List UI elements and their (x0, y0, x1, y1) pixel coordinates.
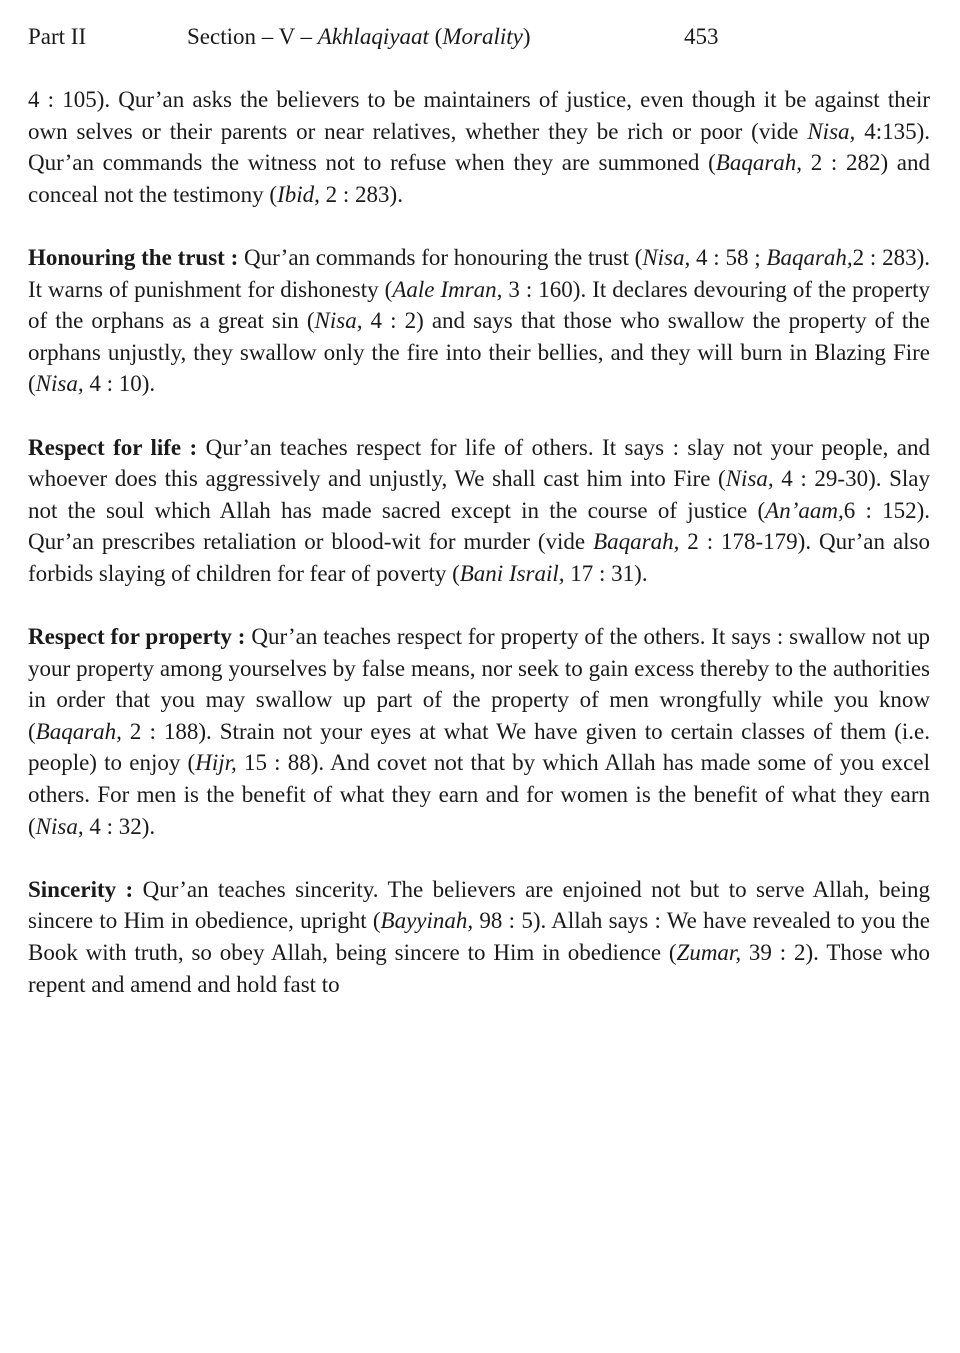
text-run: Qur’an commands for honouring the trust ( (238, 244, 643, 270)
paragraph-heading: Respect for life : (28, 434, 198, 460)
section-sub-open: ( (428, 24, 443, 49)
section-prefix: Section – V – (187, 24, 318, 49)
text-run: Qur’an teaches sincerity. The believers are enjoined not but to serve Allah, being sincere to Him in obedience, upright ( (28, 876, 930, 934)
text-run: 17 : 31). (564, 560, 648, 586)
text-run: 4:135). Qur’an commands the witness not to refuse when they are summoned ( (28, 118, 930, 176)
text-run: Qur’an teaches respect for life of others. It says : slay not your people, and whoever does this aggressively and unjustly, We shall cast him into Fire ( (28, 434, 930, 492)
citation: Baqarah, (593, 529, 680, 555)
citation: Nisa, (807, 118, 856, 144)
citation: Nisa, (725, 466, 774, 492)
paragraph-heading: Honouring the trust : (28, 244, 239, 270)
citation: Nisa, (35, 813, 84, 839)
document-page (28, 20, 930, 1032)
text-run: 98 : 5). Allah says : We have revealed to you the Book with truth, so obey Allah, being sincere to Him in obedience ( (28, 908, 930, 966)
section-name: Akhlaqiyaat (317, 24, 429, 49)
paragraph-sincerity (28, 874, 930, 1000)
section-subtitle: Morality (442, 24, 523, 49)
text-run: 2 : 282) and conceal not the testimony ( (28, 150, 930, 207)
citation: Nisa, (314, 308, 363, 334)
text-run: 2 : 188). Strain not your eyes at what We have given to certain classes of them (i.e. people) to enjoy ( (28, 718, 930, 776)
citation: Zumar, (676, 940, 742, 966)
citation: Hijr, (195, 750, 237, 776)
text-run: 2 : 283). (319, 181, 403, 207)
text-run: 6 : 152). Qur’an prescribes retaliation or blood-wit for murder (vide (28, 497, 930, 555)
text-run: 2 : 178-179). Qur’an also forbids slaying of children for fear of poverty ( (28, 529, 930, 586)
paragraph-heading: Sincerity : (28, 876, 134, 902)
section-title (187, 20, 531, 54)
body-text (28, 84, 930, 1000)
text-run: 39 : 2). Those who repent and amend and hold fast to (28, 940, 931, 997)
text-run: 4 : 105). Qur’an asks the believers to be maintainers of justice, even though it be against their own selves or their parents or near relatives, whether they be rich or poor (vide (28, 87, 930, 144)
text-run: 2 : 283). It warns of punishment for dishonesty ( (28, 244, 930, 302)
text-run: 4 : 29-30). Slay not the soul which Allah has made sacred except in the course of justice ( (28, 466, 930, 523)
paragraph-respect-for-life (28, 432, 930, 590)
citation: Aale Imran, (392, 276, 503, 302)
citation: Baqarah, (35, 718, 122, 744)
text-run: Qur’an teaches respect for property of the others. It says : swallow not up your property among yourselves by false means, nor seek to gain excess thereby to the authorities in order that you may swallow up part of the property of men wrongfully while you know ( (28, 624, 931, 744)
running-header (28, 20, 930, 54)
part-label: Part II (28, 24, 87, 49)
section-sub-close: ) (522, 24, 531, 49)
page-number: 453 (684, 24, 719, 49)
citation: An’aam, (765, 497, 844, 523)
text-run: 4 : 2) and says that those who swallow the property of the orphans unjustly, they swallow only the fire into their bellies, and they will burn in Blazing Fire ( (28, 308, 930, 397)
citation: Ibid, (277, 181, 320, 207)
paragraph-respect-for-property (28, 621, 930, 842)
citation: Baqarah, (715, 150, 803, 176)
text-run: 3 : 160). It declares devouring of the property of the orphans as a great sin ( (28, 276, 930, 334)
paragraph-honouring-trust (28, 242, 930, 400)
paragraph-heading: Respect for property : (28, 624, 246, 650)
paragraph-justice (28, 84, 930, 210)
citation: Nisa, (35, 371, 84, 397)
text-run: 4 : 10). (83, 371, 156, 397)
text-run: 4 : 58 ; (690, 244, 767, 270)
citation: Nisa, (642, 244, 691, 270)
citation: Bani Israil, (459, 560, 565, 586)
citation: Bayyinah, (380, 908, 474, 934)
citation: Baqarah, (766, 244, 853, 270)
text-run: 4 : 32). (83, 813, 156, 839)
text-run: 15 : 88). And covet not that by which Allah has made some of you excel others. For men is the benefit of what they earn and for women is the benefit of what they earn ( (28, 750, 930, 839)
